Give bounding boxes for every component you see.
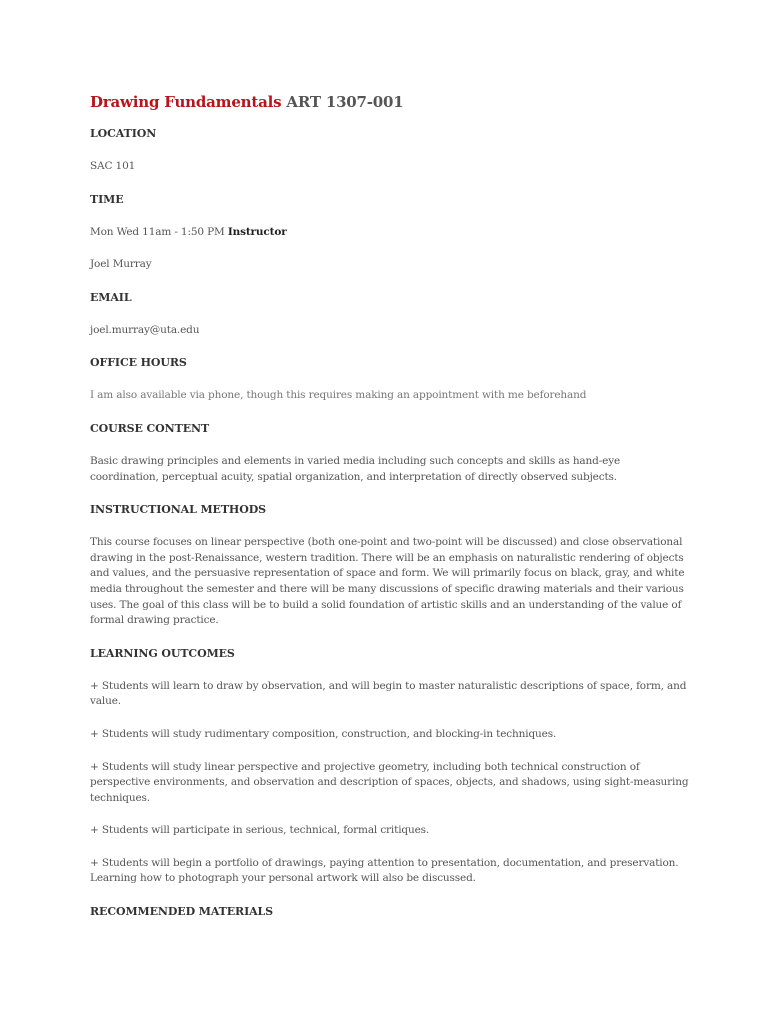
learning-outcome-item: + Students will study rudimentary composition, construction, and blocking-in techniques. <box>90 727 557 740</box>
office-hours-heading: OFFICE HOURS <box>90 356 187 370</box>
page-title <box>90 92 690 112</box>
time-value: Mon Wed 11am - 1:50 PM <box>90 225 225 238</box>
learning-outcomes-heading: LEARNING OUTCOMES <box>90 646 235 660</box>
recommended-materials-heading: RECOMMENDED MATERIALS <box>90 905 274 919</box>
instructional-methods-value: This course focuses on linear perspective (both one-point and two-point will be discussed) and close observational drawing in the post-Renaissance, western tradition. There will be an emphasis on naturalistic rendering of objects and values, and the persuasive representation of space and form. We will primarily focus on black, gray, and white media throughout the semester and there will be many discussions of specific drawing materials and their various uses. The goal of this class will be to build a solid foundation of artistic skills and an understanding of the value of formal drawing practice. <box>90 536 685 627</box>
learning-outcome-item: + Students will learn to draw by observation, and will begin to master naturalistic descriptions of space, form, and value. <box>90 679 687 708</box>
email-heading: EMAIL <box>90 290 132 304</box>
instructor-label: Instructor <box>227 225 287 238</box>
syllabus-document <box>90 92 690 919</box>
time-row <box>90 225 690 241</box>
learning-outcome-item: + Students will begin a portfolio of drawings, paying attention to presentation, documentation, and preservation. Learning how to photograph your personal artwork will also be discussed. <box>90 856 679 885</box>
course-code: ART 1307-001 <box>286 93 404 111</box>
course-name: Drawing Fundamentals <box>90 93 282 111</box>
instructor-name: Joel Murray <box>90 258 152 271</box>
location-value: SAC 101 <box>90 160 136 172</box>
location-heading: LOCATION <box>90 127 157 140</box>
email-value: joel.murray@uta.edu <box>90 323 200 336</box>
learning-outcome-item: + Students will study linear perspective and projective geometry, including both technical construction of perspective environments, and observation and description of spaces, objects, and shadows, using sight-measuring techniques. <box>90 760 689 804</box>
instructional-methods-heading: INSTRUCTIONAL METHODS <box>90 503 266 517</box>
office-hours-value: I am also available via phone, though this requires making an appointment with me beforehand <box>90 389 587 402</box>
learning-outcome-item: + Students will participate in serious, technical, formal critiques. <box>90 824 430 837</box>
course-content-heading: COURSE CONTENT <box>90 421 210 435</box>
course-content-value: Basic drawing principles and elements in varied media including such concepts and skills as hand-eye coordination, perceptual acuity, spatial organization, and interpretation of directly observed subjects. <box>90 454 621 483</box>
time-heading: TIME <box>90 192 124 206</box>
